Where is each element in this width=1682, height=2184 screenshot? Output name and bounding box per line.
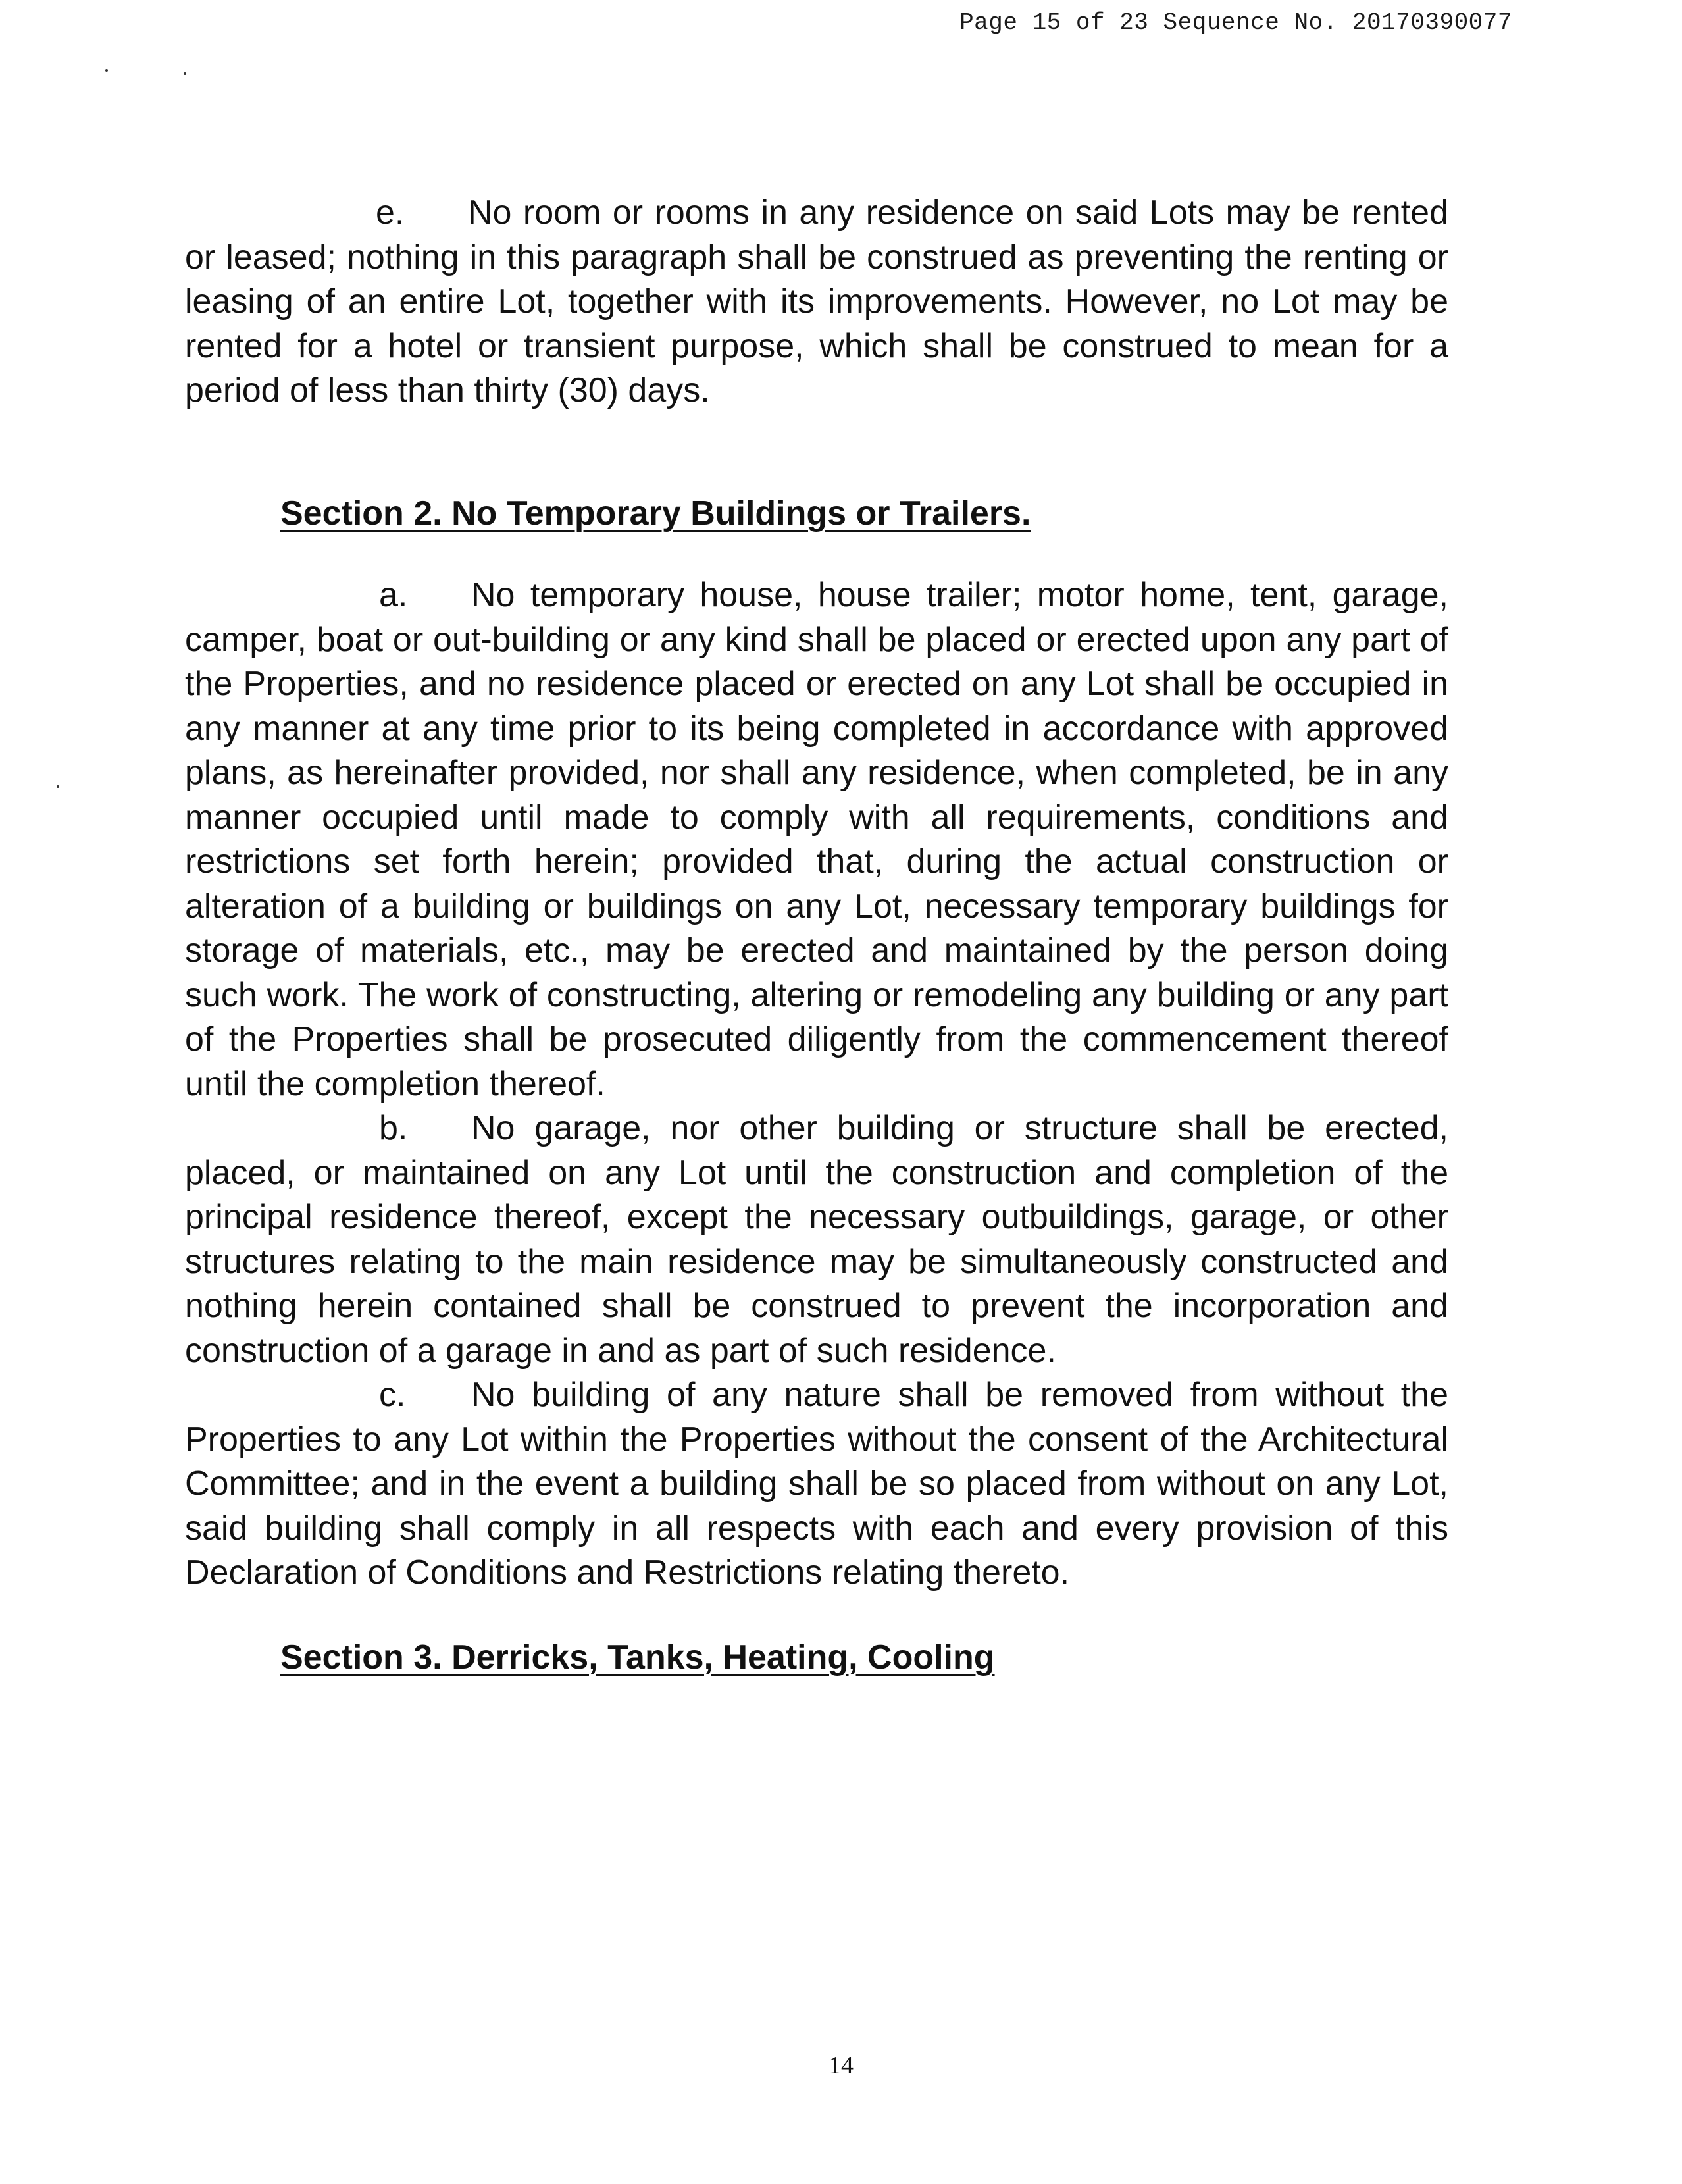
scan-speck	[184, 72, 186, 75]
scan-speck	[57, 785, 59, 788]
paragraph-a	[185, 573, 1448, 1106]
page-number: 14	[828, 2052, 854, 2079]
paragraph-text: No temporary house, house trailer; motor home, tent, garage, camper, boat or out-building or any kind shall be placed or erected upon any part of the Properties, and no residence placed or erected on any Lot shall be occupied in any manner at any time prior to its being completed in accordance with approved plans, as hereinafter provided, nor shall any residence, when completed, be in any manner occupied until made to comply with all requirements, conditions and restrictions set forth herein; provided that, during the actual construction or alteration of a building or buildings on any Lot, necessary temporary buildings for storage of materials, etc., may be erected and maintained by the person doing such work. The work of constructing, altering or remodeling any building or any part of the Properties shall be prosecuted diligently from the commencement thereof until the completion thereof.	[185, 576, 1448, 1103]
scan-speck	[105, 69, 108, 72]
paragraph-text: No building of any nature shall be removed from without the Properties to any Lot within the Properties without the consent of the Architectural Committee; and in the event a building shall be so placed from without on any Lot, said building shall comply in all respects with each and every provision of this Declaration of Conditions and Restrictions relating thereto.	[185, 1376, 1448, 1592]
paragraph-marker: e.	[376, 194, 405, 232]
paragraph-marker: b.	[379, 1109, 408, 1147]
paragraph-text: No room or rooms in any residence on said Lots may be rented or leased; nothing in this paragraph shall be construed as preventing the renting or leasing of an entire Lot, together with its improvements. However, no Lot may be rented for a hotel or transient purpose, which shall be construed to mean for a period of less than thirty (30) days.	[185, 194, 1448, 409]
document-body	[185, 191, 1448, 1680]
page-sequence-stamp: Page 15 of 23 Sequence No. 20170390077	[959, 9, 1512, 36]
paragraph-b	[185, 1106, 1448, 1373]
paragraph-marker: c.	[379, 1376, 406, 1414]
paragraph-c	[185, 1373, 1448, 1596]
section-3-heading: Section 3. Derricks, Tanks, Heating, Cooling	[280, 1638, 995, 1677]
paragraph-marker: a.	[379, 576, 408, 614]
section-2-heading: Section 2. No Temporary Buildings or Trailers.	[280, 494, 1031, 533]
paragraph-e	[185, 191, 1448, 413]
paragraph-text: No garage, nor other building or structure shall be erected, placed, or maintained on any Lot until the construction and completion of the principal residence thereof, except the necessary outbuildings, garage, or other structures relating to the main residence may be simultaneously constructed and nothing herein contained shall be construed to prevent the incorporation and construction of a garage in and as part of such residence.	[185, 1109, 1448, 1370]
